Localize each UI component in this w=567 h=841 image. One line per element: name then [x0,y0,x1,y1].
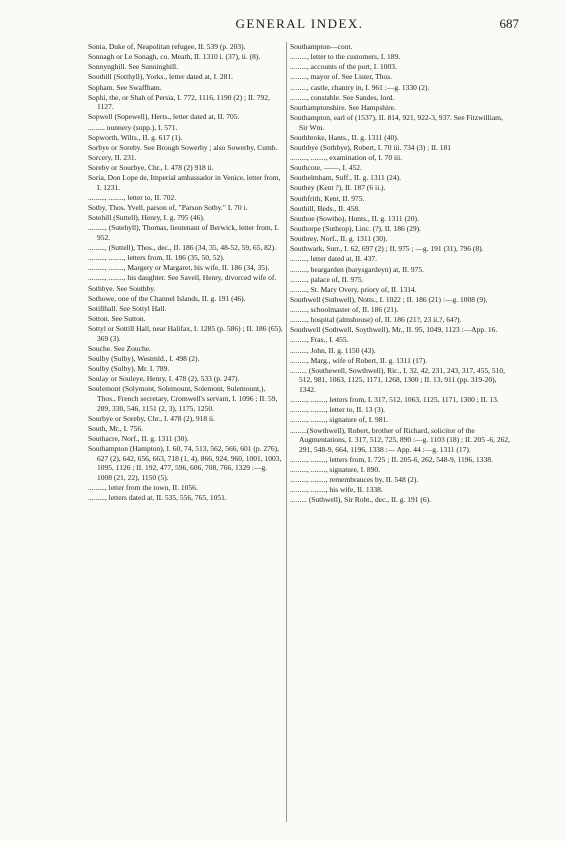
index-entry: ........., schoolmaster of, II. 186 (21). [290,305,399,315]
index-entry: Southfrith, Kent, II. 975. [290,193,365,203]
index-entry: Southamptonshire. See Hampshire. [290,102,396,112]
index-entry: ........., constable. See Sandes, lord. [290,92,395,102]
index-entry: ........., ........, his wife, II. 1338. [290,485,383,495]
index-entry: ........., ........, examination of, I. 70 iii. [290,152,403,162]
index-entry: Sonnagh or Le Sonagh, co. Meath, II. 1310 i. (37), ii. (8). [88,52,261,62]
index-entry: ........., Marg., wife of Robert, II. g. 1311 (17). [290,355,428,365]
index-entry: ........., ........, signature of, I. 981. [290,415,389,425]
index-entry: Sonnynghill. See Sunninghill. [88,62,179,72]
index-entry: Sorbye or Soreby. See Brough Sowerby ; also Sowerby, Cumb. [88,142,278,152]
index-entry: Southoe (Sowtho), Hunts., II. g. 1311 (20). [290,213,419,223]
index-entry: Sopham. See Swaffham. [88,82,162,92]
page-number: 687 [499,16,519,31]
index-entry: ........., beargarden (barysgardeyn) at, II. 975. [290,264,424,274]
column-divider [286,42,287,822]
index-entry: Southacre, Norf., II. g. 1311 (30). [88,433,189,443]
index-entry: South, Mr., I. 756. [88,423,144,433]
index-entry: ......... nunnery (supp.), I. 571. [88,122,178,132]
running-header [80,16,519,34]
index-entry: Southwark, Surr., I. 62, 697 (2) ; II. 975 ; —g. 191 (31), 796 (8). [290,244,484,254]
index-entry: ........., palace of, II. 975. [290,274,364,284]
index-entry: Southorpe (Suthrop), Linc. (?), II. 186 (29). [290,223,422,233]
left-index-column [88,42,283,503]
index-entry: Southelmham, Suff., II. g. 1311 (24). [290,173,402,183]
right-index-column [290,42,512,506]
index-entry: ........., accounts of the port, I. 1003. [290,62,397,72]
index-entry: ........., Fras., I. 455. [290,335,349,345]
index-entry: ........., ........, letter to, II. 702. [88,192,177,202]
index-entry: ........., letters dated at, II. 535, 556, 765, 1051. [88,492,227,502]
index-entry: Soreby or Sourbye, Chr., I. 478 (2) 918 ii. [88,163,214,173]
index-entry: Sorcery, II. 231. [88,152,137,162]
index-entry: Southampton (Hampton), I. 60, 74, 513, 562, 566, 601 (p. 276), 627 (2), 642, 656, 663, 718 (1, 4), 866, 924, 960, 1001, 1003, 1095, 1126 ; II. 192, 477, 596, 606, 708, 766, 1329 :—g. 1008 (21, 22), 1150 (5). [88,444,282,482]
index-entry: ........., letter to the customers, I. 189. [290,52,401,62]
index-entry: ......... (Suthwell), Sir Robt., dec., II. g. 191 (6). [290,495,432,505]
index-entry: ........., letter from the town, II. 1056. [88,482,198,492]
index-entry: Soulby (Sulby), Mr. I. 789. [88,364,170,374]
index-entry: ........., castle, chantry in, I. 961 :—g. 1330 (2). [290,82,430,92]
index-entry: ........., ........, letters from, I. 317, 512, 1063, 1125, 1171, 1300 ; II. 13. [290,395,499,405]
index-entry: ........., (Suttell), Thos., dec., II. 186 (34, 35, 48-52, 59, 65, 82). [88,243,276,253]
index-entry: ........., (Sutehyll), Thomas, lieutenant of Berwick, letter from, I. 952. [88,223,279,242]
index-entry: ........., letter dated at, II. 437. [290,254,378,264]
index-entry: ........., ........, letters from, II. 186 (35, 50, 52). [88,253,225,263]
index-entry: Soulby (Sulby), Westmld., I. 498 (2). [88,353,200,363]
index-entry: Southampton—cont. [290,42,353,51]
index-entry: ........., hospital (almshouse) of, II. 186 (21?, 23 ii.?, 64?). [290,315,462,325]
index-entry: ........., ........, his daughter. See Savell, Henry, divorced wife of. [88,273,277,283]
index-entry: Sotton. See Sutton. [88,314,146,324]
index-entry: Soulay or Souleye, Henry, I. 478 (2), 533 (p. 247). [88,374,240,384]
index-entry: ........., ........, Margery or Margaret, his wife, II. 186 (34, 35). [88,263,270,273]
index-entry: Sotillhall. See Sottyl Hall. [88,303,167,313]
index-entry: Souche. See Zouche. [88,343,151,353]
index-entry: ........., ........, letters from, I. 725 ; II. 205-6, 262, 548-9, 1196, 1338. [290,454,493,464]
index-entry: Sonia, Duke of, Neapolitan refugee, II. 539 (p. 203). [88,42,246,51]
index-entry: Sopworth, Wilts., II. g. 617 (1). [88,132,183,142]
index-entry: Sothbye. See Southby. [88,283,156,293]
index-entry: ........., St. Mary Overy, priory of, II. 1314. [290,284,417,294]
index-entry: Southwell (Sothwell, Soythwell), Mr., II. 95, 1049, 1123 :—App. 16. [290,325,498,335]
index-entry: Southbye (Sothbye), Robert, I. 70 iii. 734 (3) ; II. 181 [290,142,452,152]
index-entry: Southey (Kent ?), II. 187 (6 ii.). [290,183,386,193]
index-entry: Southcote, ——, I. 452. [290,163,362,173]
index-entry: Southampton, earl of (1537), II. 814, 921, 922-3, 937. See Fitzwilliam, Sir Wm. [290,112,503,132]
index-entry: ........., ........, remembrances by, II. 548 (2). [290,475,419,485]
header-title: GENERAL INDEX. [235,16,364,31]
index-entry: Southrey, Norf., II. g. 1311 (30). [290,234,388,244]
index-entry: Sopwell (Sopewell), Herts., letter dated at, II. 705. [88,112,240,122]
index-entry: Sotehill (Suttell), Henry, I. g. 795 (46). [88,213,205,223]
index-entry: ........., John, II. g. 1150 (43). [290,345,376,355]
index-entry: ......... (Southewell, Sowthwell), Ric., I. 32, 42, 231, 243, 317, 455, 510, 512, 981, 1063, 1125, 1171, 1268, 1300 ; II. 13, 911 (pp. 319-20), 1342. [290,365,505,394]
index-entry: Sourbye or Soreby, Chr., I. 478 (2), 918 ii. [88,413,216,423]
index-entry: ........., ........, signature, I. 890. [290,464,380,474]
index-entry: .........(Sowthwell), Robert, brother of Richard, solicitor of the Augmentations, I. 317, 512, 725, 890 :—g. 1103 (18) ; II. 205 -6, 262, 291, 548-9, 664, 1196, 1338 :— App. 44 :—g. 1311 (17). [290,425,510,454]
index-entry: Soulemont (Solymont, Solemount, Solemont, Sulemount,), Thos., French secretary, Cromwell's servant, I. 1096 ; II. 59, 289, 330, 546, 1151 (2, 3), 1175, 1250. [88,384,278,413]
index-entry: Soothill (Sotthyll), Yorks., letter dated at, I. 281. [88,72,233,82]
index-entry: Sothowe, one of the Channel Islands, II. g. 191 (46). [88,293,246,303]
index-entry: Sottyl or Sottill Hall, near Halifax, I. 1285 (p. 586) ; II. 186 (65), 369 (3). [88,324,283,343]
index-entry: ........., ........, letter to, II. 13 (3). [290,405,385,415]
index-entry: ........., mayor of. See Lister, Thos. [290,72,393,82]
index-entry: Southbroke, Hants., II. g. 1311 (40). [290,132,399,142]
index-entry: Southill, Beds., II. 458. [290,203,361,213]
index-entry: Sophi, the, or Shah of Persia, I. 772, 1116, 1190 (2) ; II. 792, 1127. [88,92,270,112]
index-entry: Soria, Don Lope de, Imperial ambassador in Venice, letter from, I. 1231. [88,173,281,192]
index-entry: Southwell (Suthwell), Notts., I. 1022 ; II. 186 (21) :—g. 1008 (9). [290,294,488,304]
index-entry: Sotby, Thos. Yvell, parson of, "Parson Sotby." I. 70 i. [88,203,248,213]
